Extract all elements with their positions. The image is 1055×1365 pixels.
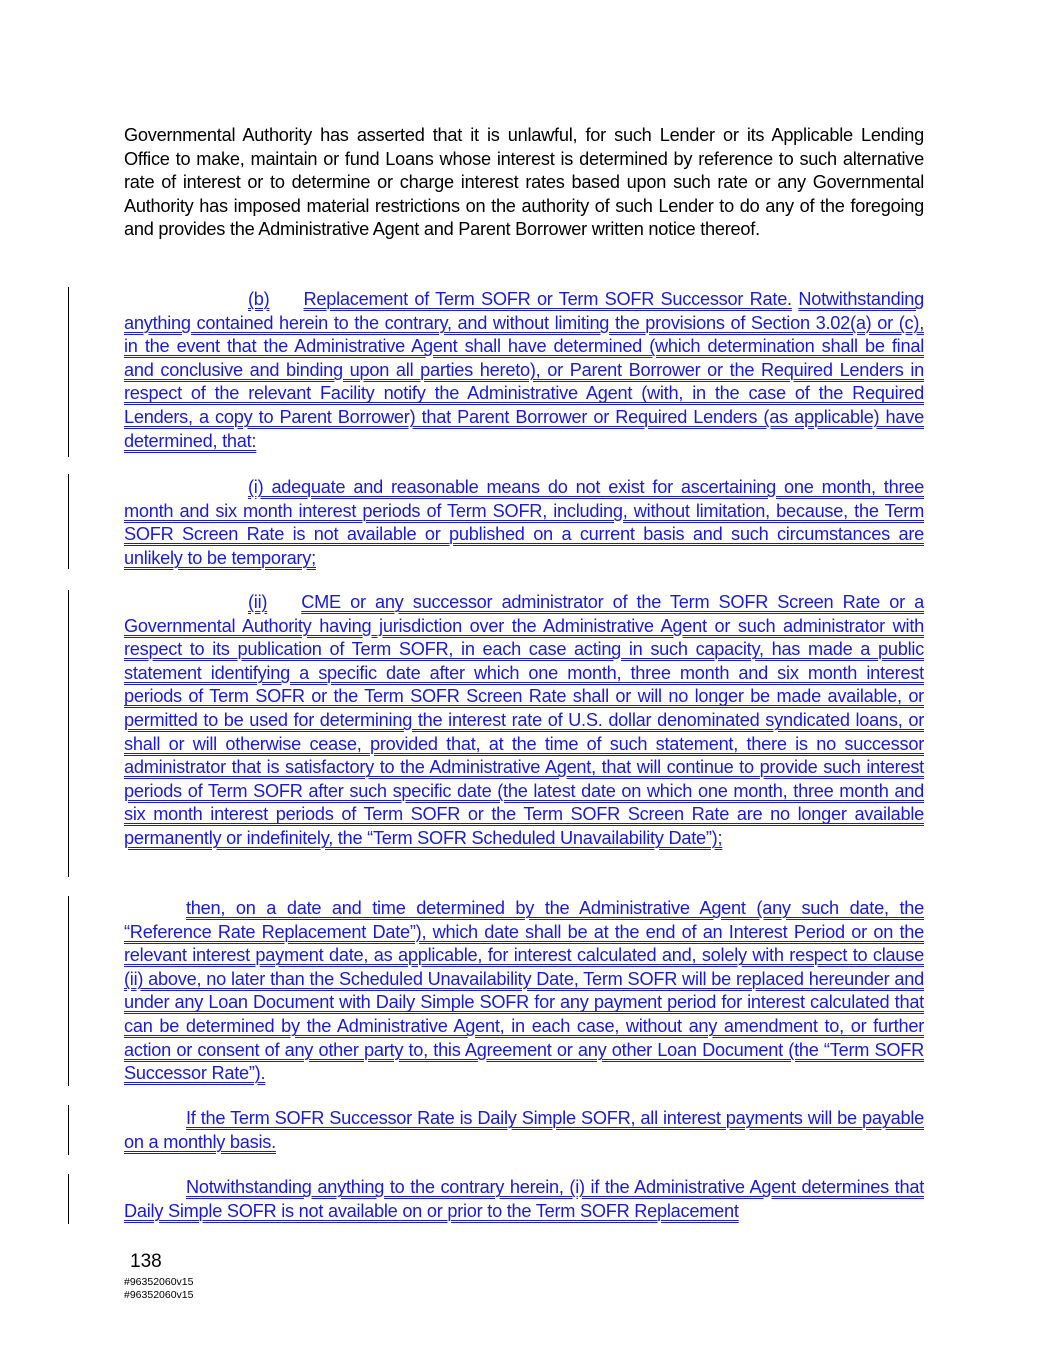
clause-ii-text: CME or any successor administrator of the Term SOFR Screen Rate or a Governmental Authority having jurisdiction over the Administrative Agent or such administrator with respect to its publication of Term SOFR, in each case acting in such capacity, has made a public statement identifying a specific date after which one month, three month and six month interest periods of Term SOFR or the Term SOFR Screen Rate shall or will no longer be made available, or permitted to be used for determining the interest rate of U.S. dollar denominated syndicated loans, or shall or will otherwise cease, provided that, at the time of such statement, there is no successor administrator that is satisfactory to the Administrative Agent, that will continue to provide such interest periods of Term SOFR after such specific date (the latest date on which one month, three month and six month interest periods of Term SOFR or the Term SOFR Screen Rate are no longer available permanently or indefinitely, the “Term SOFR Scheduled Unavailability Date”);	[124, 592, 924, 848]
clause-i-text: (i) adequate and reasonable means do not exist for ascertaining one month, three month and six month interest periods of Term SOFR, including, without limitation, because, the Term SOFR Screen Rate is not available or published on a current basis and such circumstances are unlikely to be temporary;	[124, 477, 924, 568]
document-id: #96352060v15	[124, 1289, 194, 1301]
then-text: then, on a date and time determined by the Administrative Agent (any such date, the “Reference Rate Replacement Date”), which date shall be at the end of an Interest Period or on the relevant interest payment date, as applicable, for interest calculated and, solely with respect to clause (ii) above, no later than the Scheduled Unavailability Date, Term SOFR will be replaced hereunder and under any Loan Document with Daily Simple SOFR for any payment period for interest calculated that can be determined by the Administrative Agent, in each case, without any amendment to, or further action or consent of any other party to, this Agreement or any other Loan Document (the “Term SOFR Successor Rate”).	[124, 898, 924, 1084]
notwithstanding-text: Notwithstanding anything to the contrary herein, (i) if the Administrative Agent determines that Daily Simple SOFR is not available on or prior to the Term SOFR Replacement	[124, 1177, 924, 1221]
if-text: If the Term SOFR Successor Rate is Daily Simple SOFR, all interest payments will be payable on a monthly basis.	[124, 1108, 924, 1152]
clause-i-paragraph	[124, 476, 924, 570]
change-bar	[68, 287, 69, 457]
section-b-label: (b)	[248, 289, 270, 309]
notwithstanding-paragraph	[124, 1176, 924, 1223]
if-paragraph	[124, 1107, 924, 1154]
section-b-heading: Replacement of Term SOFR or Term SOFR Successor Rate.	[303, 289, 792, 309]
section-b-body: Notwithstanding anything contained herein to the contrary, and without limiting the provisions of Section 3.02(a) or (c), in the event that the Administrative Agent shall have determined (which determination shall be final and conclusive and binding upon all parties hereto), or Parent Borrower or the Required Lenders in respect of the relevant Facility notify the Administrative Agent (with, in the case of the Required Lenders, a copy to Parent Borrower) that Parent Borrower or Required Lenders (as applicable) have determined, that:	[124, 289, 924, 451]
change-bar	[68, 896, 69, 1086]
change-bar	[68, 474, 69, 569]
document-id: #96352060v15	[124, 1276, 194, 1288]
then-paragraph	[124, 897, 924, 1086]
change-bar	[68, 590, 69, 877]
intro-paragraph: Governmental Authority has asserted that it is unlawful, for such Lender or its Applicable Lending Office to make, maintain or fund Loans whose interest is determined by reference to such alternative rate of interest or to determine or charge interest rates based upon such rate or any Governmental Authority has imposed material restrictions on the authority of such Lender to do any of the foregoing and provides the Administrative Agent and Parent Borrower written notice thereof.	[124, 125, 924, 240]
change-bar	[68, 1105, 69, 1155]
page-number: 138	[130, 1251, 162, 1272]
clause-ii-paragraph	[124, 591, 924, 851]
change-bar	[68, 1174, 69, 1224]
section-b-paragraph	[124, 288, 924, 453]
clause-ii-label: (ii)	[248, 592, 268, 612]
